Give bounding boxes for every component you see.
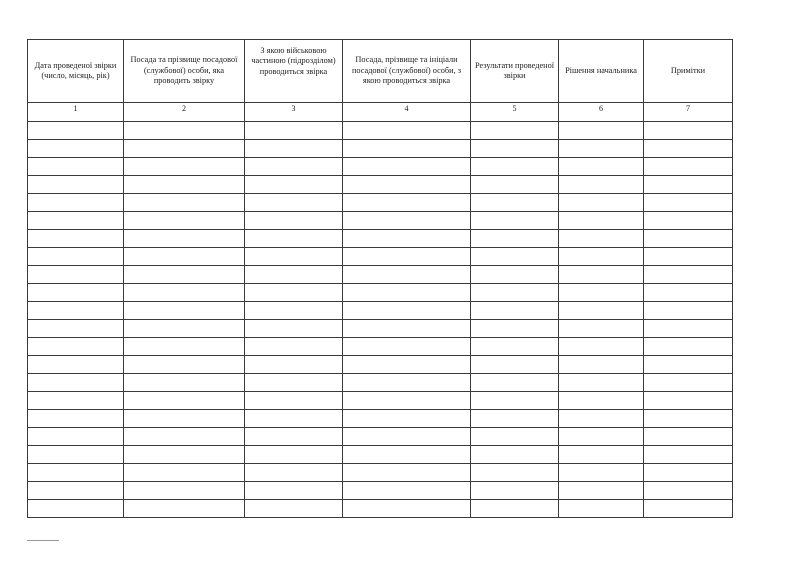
table-cell (471, 374, 559, 392)
table-cell (559, 392, 644, 410)
table-cell (559, 140, 644, 158)
table-cell (245, 248, 343, 266)
table-cell (471, 410, 559, 428)
table-cell (28, 356, 124, 374)
table-row (28, 464, 733, 482)
table-cell (124, 122, 245, 140)
table-cell (28, 338, 124, 356)
table-cell (343, 176, 471, 194)
table-cell (471, 194, 559, 212)
table-cell (245, 410, 343, 428)
table-row (28, 482, 733, 500)
table-cell (471, 428, 559, 446)
table-cell (124, 392, 245, 410)
table-cell (245, 158, 343, 176)
table-cell (124, 194, 245, 212)
table-cell (343, 482, 471, 500)
table-cell (124, 482, 245, 500)
table-cell (343, 140, 471, 158)
table-cell (559, 212, 644, 230)
table-cell (471, 230, 559, 248)
table-cell (471, 392, 559, 410)
table-cell (471, 356, 559, 374)
table-cell (28, 158, 124, 176)
table-row (28, 158, 733, 176)
table-cell (559, 302, 644, 320)
header-date: Дата проведеної звірки (число, місяць, рік) (28, 40, 124, 103)
table-cell (124, 356, 245, 374)
column-number: 6 (559, 103, 644, 122)
table-row (28, 428, 733, 446)
table-cell (28, 392, 124, 410)
table-row (28, 500, 733, 518)
table-cell (28, 320, 124, 338)
table-cell (124, 302, 245, 320)
header-notes: Примітки (644, 40, 733, 103)
table-cell (28, 428, 124, 446)
table-cell (245, 482, 343, 500)
table-row (28, 284, 733, 302)
table-cell (471, 122, 559, 140)
table-cell (644, 194, 733, 212)
table-cell (343, 410, 471, 428)
table-cell (471, 446, 559, 464)
table-row (28, 266, 733, 284)
table-cell (124, 320, 245, 338)
table-cell (559, 482, 644, 500)
table-cell (124, 230, 245, 248)
table-cell (471, 302, 559, 320)
reconciliation-journal-table (27, 39, 733, 518)
column-number: 3 (245, 103, 343, 122)
table-cell (559, 194, 644, 212)
table-cell (124, 266, 245, 284)
table-row (28, 338, 733, 356)
table-cell (644, 284, 733, 302)
table-cell (559, 230, 644, 248)
header-military-unit: З якою військовою частиною (підрозділом) проводиться звірка (245, 40, 343, 103)
table-cell (343, 320, 471, 338)
table-cell (28, 500, 124, 518)
table-cell (124, 428, 245, 446)
table-cell (559, 356, 644, 374)
table-row (28, 320, 733, 338)
table-row (28, 248, 733, 266)
table-cell (471, 482, 559, 500)
table-row (28, 140, 733, 158)
table-row (28, 410, 733, 428)
table-row (28, 446, 733, 464)
table-cell (343, 428, 471, 446)
table-cell (245, 464, 343, 482)
table-cell (343, 464, 471, 482)
header-counterpart: Посада, прізвище та ініціали посадової (службової) особи, з якою проводиться звірка (343, 40, 471, 103)
table-cell (471, 284, 559, 302)
column-number: 4 (343, 103, 471, 122)
table-cell (644, 374, 733, 392)
table-cell (28, 284, 124, 302)
table-cell (644, 392, 733, 410)
table-cell (245, 176, 343, 194)
table-cell (644, 356, 733, 374)
table-cell (124, 464, 245, 482)
table-row (28, 212, 733, 230)
table-cell (245, 266, 343, 284)
table-cell (343, 194, 471, 212)
table-cell (559, 338, 644, 356)
table-cell (559, 500, 644, 518)
table-cell (124, 176, 245, 194)
header-decision: Рішення начальника (559, 40, 644, 103)
table-cell (644, 176, 733, 194)
table-cell (644, 230, 733, 248)
table-cell (28, 176, 124, 194)
table-cell (559, 266, 644, 284)
column-number-row (28, 103, 733, 122)
table-row (28, 194, 733, 212)
table-cell (343, 122, 471, 140)
table-cell (343, 446, 471, 464)
table-cell (245, 212, 343, 230)
table-cell (644, 302, 733, 320)
table-cell (471, 464, 559, 482)
table-cell (559, 284, 644, 302)
table-cell (471, 500, 559, 518)
table-cell (343, 266, 471, 284)
table-cell (124, 374, 245, 392)
table-cell (343, 338, 471, 356)
table-row (28, 356, 733, 374)
table-cell (559, 410, 644, 428)
table-cell (124, 500, 245, 518)
table-cell (124, 158, 245, 176)
table-row (28, 374, 733, 392)
table-cell (471, 212, 559, 230)
table-cell (644, 428, 733, 446)
column-number: 1 (28, 103, 124, 122)
table-cell (124, 284, 245, 302)
table-cell (559, 374, 644, 392)
table-cell (343, 230, 471, 248)
table-cell (245, 500, 343, 518)
table-cell (245, 194, 343, 212)
table-cell (28, 122, 124, 140)
table-cell (343, 356, 471, 374)
table-cell (28, 194, 124, 212)
table-cell (343, 302, 471, 320)
table-cell (245, 140, 343, 158)
table-cell (471, 158, 559, 176)
table-cell (28, 212, 124, 230)
table-cell (644, 500, 733, 518)
table-cell (471, 266, 559, 284)
table-cell (644, 482, 733, 500)
table-cell (28, 140, 124, 158)
table-cell (343, 158, 471, 176)
table-cell (343, 500, 471, 518)
table-cell (559, 464, 644, 482)
table-cell (343, 248, 471, 266)
table-cell (644, 212, 733, 230)
table-cell (559, 446, 644, 464)
table-cell (28, 464, 124, 482)
column-number: 5 (471, 103, 559, 122)
table-cell (28, 248, 124, 266)
table-cell (471, 320, 559, 338)
table-row (28, 392, 733, 410)
column-number: 2 (124, 103, 245, 122)
table-cell (124, 212, 245, 230)
table-cell (28, 446, 124, 464)
table-cell (644, 248, 733, 266)
table-cell (471, 140, 559, 158)
table-cell (124, 338, 245, 356)
table-cell (644, 266, 733, 284)
table-cell (28, 410, 124, 428)
table-cell (245, 374, 343, 392)
table-cell (644, 410, 733, 428)
table-cell (245, 356, 343, 374)
table-cell (644, 464, 733, 482)
table-cell (245, 446, 343, 464)
table-cell (245, 392, 343, 410)
table-cell (124, 410, 245, 428)
table-row (28, 176, 733, 194)
table-cell (343, 374, 471, 392)
footnote-divider (27, 540, 59, 541)
header-row (28, 40, 733, 103)
table-cell (559, 176, 644, 194)
table-cell (471, 176, 559, 194)
table-row (28, 122, 733, 140)
table-cell (644, 122, 733, 140)
table-cell (245, 230, 343, 248)
table-cell (28, 374, 124, 392)
table-cell (245, 320, 343, 338)
table-cell (124, 446, 245, 464)
table-cell (559, 428, 644, 446)
table-cell (28, 482, 124, 500)
table-cell (559, 248, 644, 266)
table-cell (559, 320, 644, 338)
table-cell (28, 230, 124, 248)
table-cell (245, 122, 343, 140)
table-cell (343, 392, 471, 410)
table-cell (343, 284, 471, 302)
table-cell (644, 320, 733, 338)
table-cell (245, 302, 343, 320)
table-row (28, 230, 733, 248)
column-number: 7 (644, 103, 733, 122)
table-cell (559, 122, 644, 140)
table-cell (559, 158, 644, 176)
table-cell (343, 212, 471, 230)
header-inspector: Посада та прізвище посадової (службової) особи, яка проводить звірку (124, 40, 245, 103)
table-row (28, 302, 733, 320)
table-cell (471, 338, 559, 356)
table-cell (28, 266, 124, 284)
table-cell (471, 248, 559, 266)
table-body (28, 103, 733, 518)
table-cell (245, 284, 343, 302)
table-cell (124, 248, 245, 266)
table-cell (644, 446, 733, 464)
table-cell (644, 158, 733, 176)
table-cell (245, 428, 343, 446)
table-cell (644, 338, 733, 356)
table-cell (644, 140, 733, 158)
header-results: Результати проведеної звірки (471, 40, 559, 103)
table-cell (245, 338, 343, 356)
table-cell (28, 302, 124, 320)
table-cell (124, 140, 245, 158)
